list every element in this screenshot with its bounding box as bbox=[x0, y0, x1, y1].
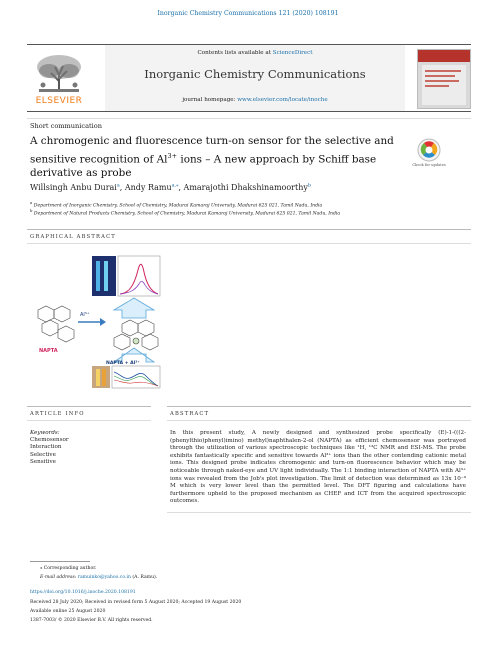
email-suffix: (A. Ramu). bbox=[130, 575, 158, 580]
affiliation-b bbox=[30, 208, 340, 218]
keywords-block bbox=[30, 430, 150, 466]
graphical-abstract-heading: GRAPHICAL ABSTRACT bbox=[30, 234, 116, 240]
homepage-link[interactable]: www.elsevier.com/locate/inoche bbox=[237, 97, 328, 103]
journal-cover-image bbox=[417, 49, 471, 109]
article-type: Short communication bbox=[30, 122, 103, 130]
author-name: Andy Ramu bbox=[124, 183, 172, 192]
up-arrow bbox=[114, 298, 154, 318]
author-separator: , bbox=[119, 183, 125, 192]
keyword: Selective bbox=[30, 451, 56, 458]
journal-title: Inorganic Chemistry Communications bbox=[144, 67, 366, 81]
author-affiliation-mark[interactable]: a bbox=[116, 183, 120, 189]
email-link[interactable]: ramuinko@yahoo.co.in bbox=[77, 575, 131, 580]
online-date: Available online 25 August 2020 bbox=[30, 609, 106, 614]
keywords-title: Keywords: bbox=[30, 430, 60, 436]
title-superscript: 3+ bbox=[167, 151, 178, 160]
graphical-abstract-figure bbox=[34, 252, 224, 390]
vial-photo-bottom bbox=[92, 366, 110, 388]
author-name: Amarajothi Dhakshinamoorthy bbox=[183, 183, 308, 192]
author-affiliation-mark[interactable]: a,⁎ bbox=[171, 183, 179, 189]
homepage-line bbox=[105, 97, 405, 103]
absorption-spectrum-plot bbox=[112, 366, 160, 388]
journal-citation[interactable]: Inorganic Chemistry Communications 121 (2020) 108191 bbox=[157, 10, 339, 17]
contents-line bbox=[105, 50, 405, 56]
keyword: Sensitive bbox=[30, 458, 56, 465]
journal-banner bbox=[105, 45, 405, 111]
email-line bbox=[40, 575, 157, 581]
contents-prefix: Contents lists available at bbox=[197, 50, 273, 56]
received-dates: Received 28 July 2020; Received in revised form 5 August 2020; Accepted 19 August 2020 bbox=[30, 600, 242, 605]
article-title bbox=[30, 134, 410, 181]
affiliation-text: Department of Inorganic Chemistry, School of Chemistry, Madurai Kamaraj University, Madurai 625 021, Tamil Nadu, India bbox=[33, 203, 323, 209]
corresponding-author-note: ⁎ Corresponding author. bbox=[40, 566, 97, 571]
author-list bbox=[30, 183, 311, 192]
elsevier-wordmark: ELSEVIER bbox=[35, 96, 83, 106]
abstract-heading: ABSTRACT bbox=[170, 411, 210, 417]
author-affiliation-mark[interactable]: b bbox=[307, 183, 311, 189]
down-arrow bbox=[114, 348, 154, 362]
probe-label: NAPTA bbox=[39, 348, 58, 354]
affiliation-text: Department of Natural Products Chemistry, School of Chemistry, Madurai Kamaraj University, Madurai 625 021, Tamil Nadu, India bbox=[33, 211, 341, 217]
check-for-updates-icon[interactable] bbox=[416, 137, 442, 163]
complex-structure bbox=[114, 320, 158, 350]
sciencedirect-link[interactable]: ScienceDirect bbox=[272, 50, 313, 56]
probe-structure bbox=[38, 306, 74, 342]
journal-masthead bbox=[27, 44, 471, 112]
doi-link[interactable]: https://doi.org/10.1016/j.inoche.2020.108191 bbox=[30, 590, 136, 595]
abstract-text: In this present study, A newly designed and synthesized probe specifically (E)-1-(((2-(phenylthio)phenyl)imino) methyl)naphthalen-2-ol (NAPTA) as efficient chemosensor was portrayed through the utilization of various spectroscopic techniques like ¹H, ¹³C NMR and ESI-MS. The probe exhibits fantastically specific and sensitive towards Al³⁺ ions than the other contending cationic metal ions. This designed probe indicates chromogenic and turn-on fluorescence behavior which may be noticeable through naked-eye and UV light individually. The 1:1 binding interaction of NAPTA with Al³⁺ ions was revealed from the Job's plot investigation. The limit of detection was determined as 13x 10⁻⁹ M which is very lower level than the permitted level. The DFT figuring and calculations have furthermore upheld to the proposed mechanism as CHEF and ICT from the acquired spectroscopic outcomes. bbox=[170, 430, 466, 505]
email-label: E-mail address: bbox=[40, 575, 78, 580]
check-for-updates-label[interactable]: Check for updates bbox=[412, 163, 446, 167]
affiliation-mark: a bbox=[30, 200, 33, 205]
title-part1: A chromogenic and fluorescence turn-on sensor for the selective and sensitive recognition of Al bbox=[30, 135, 394, 165]
keyword: Interaction bbox=[30, 444, 62, 451]
keyword: Chemosensor bbox=[30, 437, 69, 444]
copyright-line: 1387-7003/ © 2020 Elsevier B.V. All rights reserved. bbox=[30, 618, 153, 623]
emission-spectrum-plot bbox=[118, 256, 160, 296]
ion-label: Al³⁺ bbox=[80, 312, 90, 318]
author-name: Willsingh Anbu Durai bbox=[30, 183, 117, 192]
title-part2: ions – A new approach by Schiff base derivative as probe bbox=[30, 152, 377, 180]
homepage-prefix: journal homepage: bbox=[182, 97, 238, 103]
affiliation-mark: b bbox=[30, 208, 33, 213]
author-separator: , bbox=[178, 183, 184, 192]
complex-label: NAPTA + Al³⁺ bbox=[106, 361, 140, 366]
article-info-heading: ARTICLE INFO bbox=[30, 411, 85, 417]
